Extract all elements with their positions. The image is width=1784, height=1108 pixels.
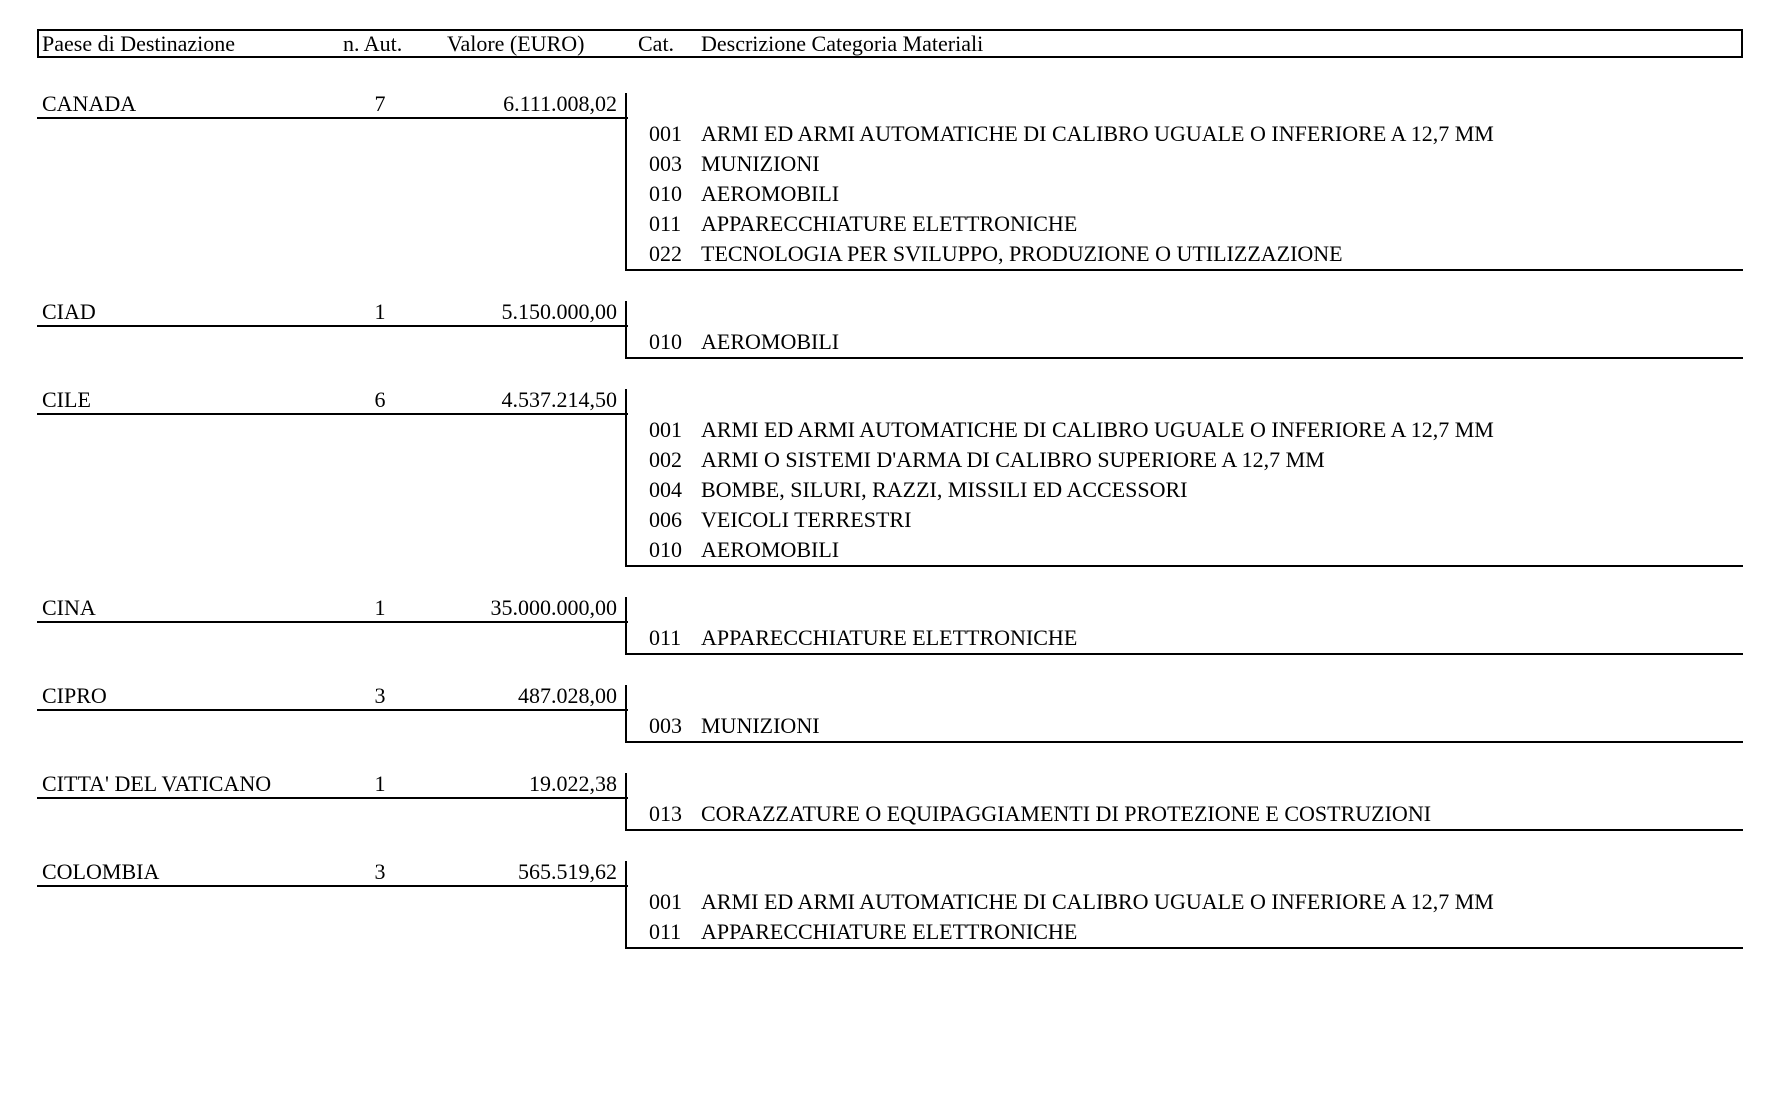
value-euro: 565.519,62 (518, 859, 617, 884)
header-paese: Paese di Destinazione (42, 31, 236, 56)
category-row (0, 801, 1784, 831)
country-name: CILE (42, 387, 91, 412)
category-code: 002 (649, 447, 682, 472)
category-row (0, 151, 1784, 181)
authorization-count: 1 (374, 771, 386, 796)
country-name: CIPRO (42, 683, 107, 708)
authorization-count: 3 (374, 859, 386, 884)
category-description: CORAZZATURE O EQUIPAGGIAMENTI DI PROTEZIONE E COSTRUZIONI (701, 801, 1432, 826)
category-code: 004 (649, 477, 682, 502)
category-code: 011 (649, 625, 682, 650)
country-underline (37, 621, 628, 623)
category-row (0, 181, 1784, 211)
country-underline (37, 885, 628, 887)
category-code: 011 (649, 919, 682, 944)
authorization-count: 7 (374, 91, 386, 116)
country-underline (37, 117, 628, 119)
country-name: CINA (42, 595, 96, 620)
category-description: ARMI O SISTEMI D'ARMA DI CALIBRO SUPERIORE A 12,7 MM (701, 447, 1325, 472)
category-code: 001 (649, 417, 682, 442)
category-row (0, 211, 1784, 241)
category-code: 010 (649, 537, 682, 562)
country-underline (37, 325, 628, 327)
country-underline (37, 797, 628, 799)
category-code: 013 (649, 801, 682, 826)
category-code: 011 (649, 211, 682, 236)
category-description: ARMI ED ARMI AUTOMATICHE DI CALIBRO UGUALE O INFERIORE A 12,7 MM (701, 121, 1494, 146)
header-cat: Cat. (638, 31, 675, 56)
category-description: MUNIZIONI (701, 713, 820, 738)
category-description: MUNIZIONI (701, 151, 820, 176)
category-row (0, 121, 1784, 151)
category-row (0, 889, 1784, 919)
category-description: ARMI ED ARMI AUTOMATICHE DI CALIBRO UGUALE O INFERIORE A 12,7 MM (701, 889, 1494, 914)
category-row (0, 329, 1784, 359)
category-row (0, 713, 1784, 743)
header-valore: Valore (EURO) (447, 31, 585, 56)
category-code: 003 (649, 713, 682, 738)
value-euro: 19.022,38 (529, 771, 617, 796)
value-euro: 4.537.214,50 (501, 387, 617, 412)
category-code: 022 (649, 241, 682, 266)
category-description: BOMBE, SILURI, RAZZI, MISSILI ED ACCESSORI (701, 477, 1188, 502)
country-underline (37, 709, 628, 711)
category-row (0, 417, 1784, 447)
country-name: COLOMBIA (42, 859, 160, 884)
category-code: 001 (649, 889, 682, 914)
country-underline (37, 413, 628, 415)
category-description: VEICOLI TERRESTRI (701, 507, 912, 532)
category-code: 010 (649, 329, 682, 354)
country-name: CANADA (42, 91, 137, 116)
category-description: APPARECCHIATURE ELETTRONICHE (701, 211, 1078, 236)
category-description: AEROMOBILI (701, 329, 840, 354)
header-n-aut: n. Aut. (343, 31, 403, 56)
authorization-count: 6 (374, 387, 386, 412)
category-row (0, 537, 1784, 567)
category-description: APPARECCHIATURE ELETTRONICHE (701, 625, 1078, 650)
category-row (0, 625, 1784, 655)
category-row (0, 447, 1784, 477)
value-euro: 6.111.008,02 (503, 91, 617, 116)
category-description: APPARECCHIATURE ELETTRONICHE (701, 919, 1078, 944)
header-descrizione: Descrizione Categoria Materiali (701, 31, 984, 56)
value-euro: 35.000.000,00 (490, 595, 617, 620)
authorization-count: 1 (374, 299, 386, 324)
category-row (0, 241, 1784, 271)
value-euro: 5.150.000,00 (501, 299, 617, 324)
value-euro: 487.028,00 (518, 683, 617, 708)
category-row (0, 507, 1784, 537)
category-description: ARMI ED ARMI AUTOMATICHE DI CALIBRO UGUALE O INFERIORE A 12,7 MM (701, 417, 1494, 442)
country-name: CIAD (42, 299, 96, 324)
category-code: 001 (649, 121, 682, 146)
category-row (0, 919, 1784, 949)
category-code: 003 (649, 151, 682, 176)
category-description: AEROMOBILI (701, 537, 840, 562)
authorization-count: 1 (374, 595, 386, 620)
category-description: AEROMOBILI (701, 181, 840, 206)
country-name: CITTA' DEL VATICANO (42, 771, 272, 796)
category-row (0, 477, 1784, 507)
category-code: 010 (649, 181, 682, 206)
authorization-count: 3 (374, 683, 386, 708)
category-description: TECNOLOGIA PER SVILUPPO, PRODUZIONE O UTILIZZAZIONE (701, 241, 1343, 266)
category-code: 006 (649, 507, 682, 532)
